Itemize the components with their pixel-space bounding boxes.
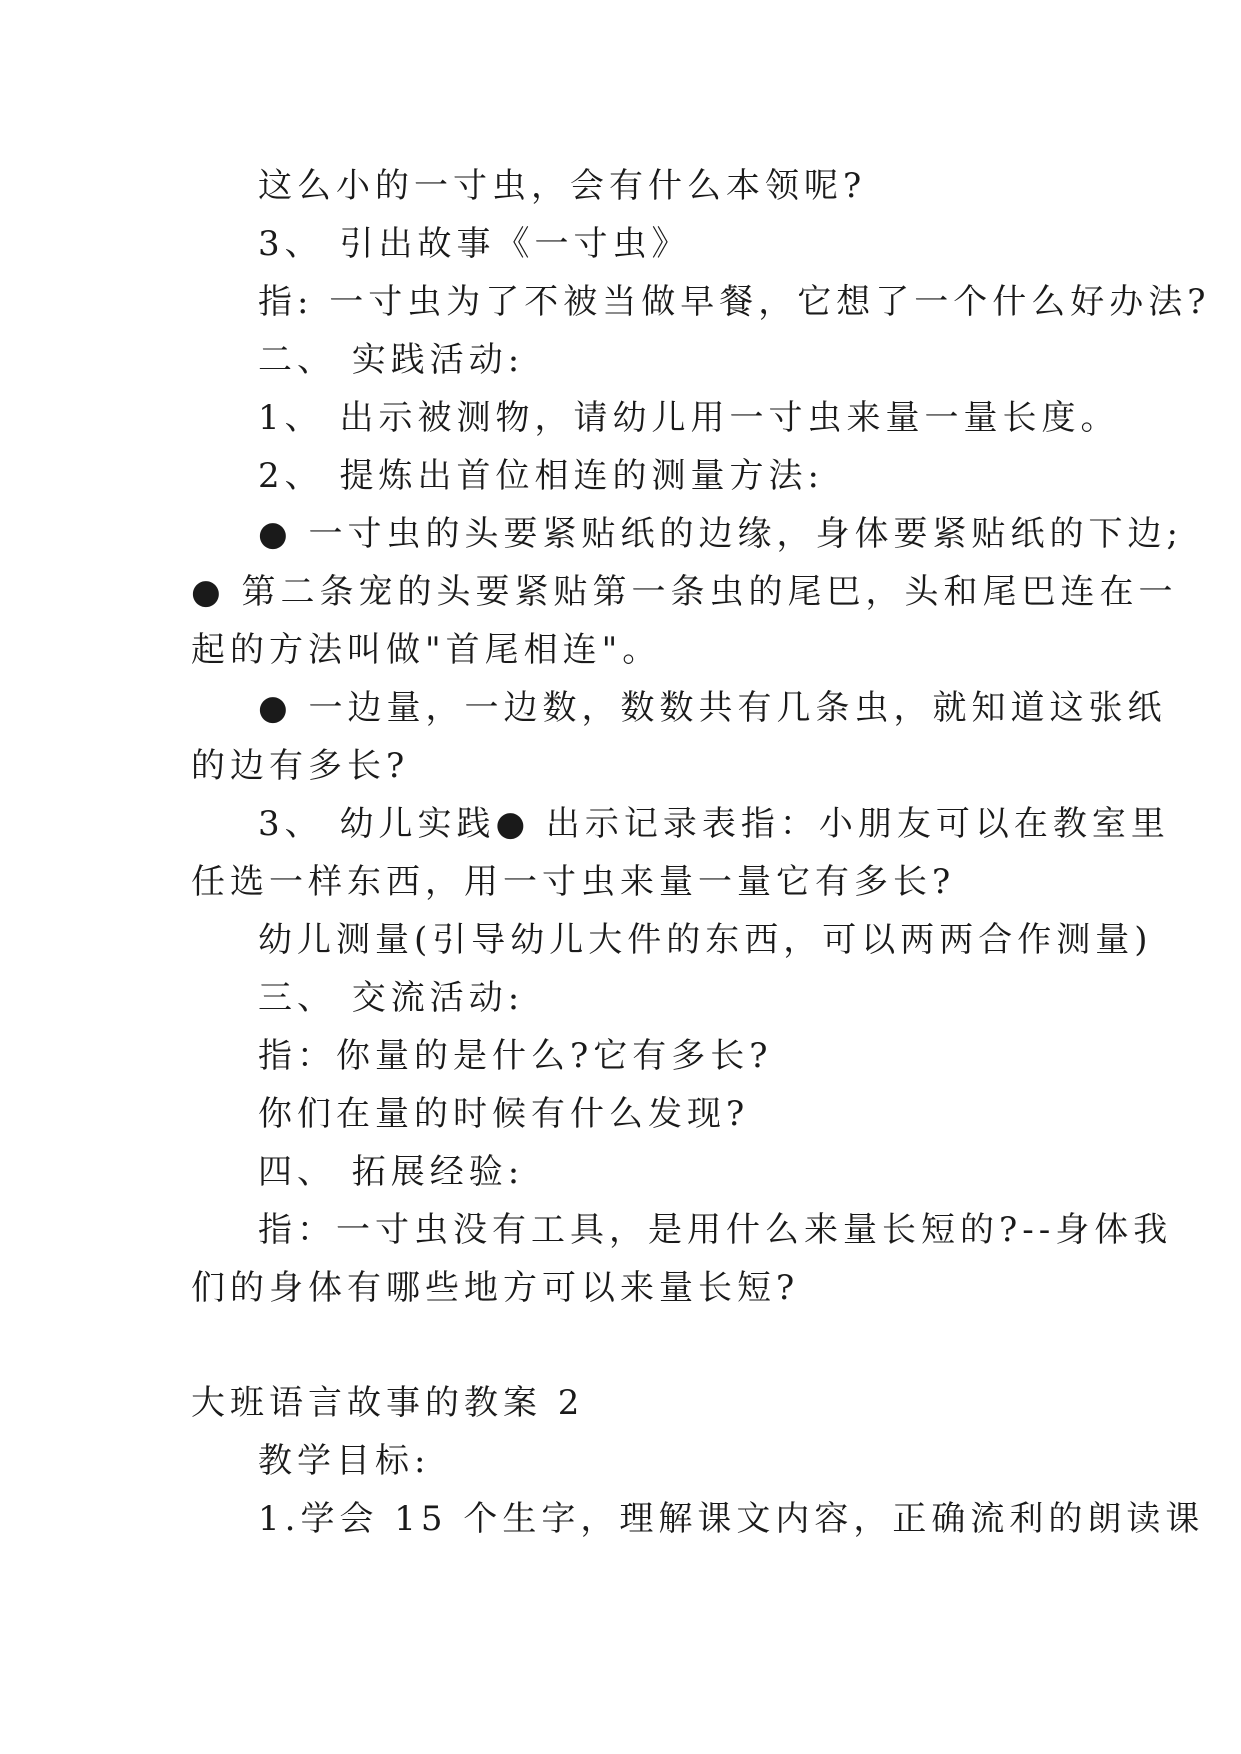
section-heading: 教学目标: <box>258 1441 431 1481</box>
text-line: 这么小的一寸虫，会有什么本领呢? <box>258 166 867 206</box>
text-line: 指: 一寸虫为了不被当做早餐，它想了一个什么好办法? <box>258 282 1211 322</box>
text-line: 3、 引出故事《一寸虫》 <box>258 224 691 264</box>
document-title: 大班语言故事的教案 2 <box>191 1383 585 1423</box>
text-line: 幼儿测量(引导幼儿大件的东西，可以两两合作测量) <box>258 920 1153 960</box>
text-line: 任选一样东西，用一寸虫来量一量它有多长? <box>191 862 956 902</box>
text-line: 起的方法叫做"首尾相连"。 <box>191 630 662 670</box>
bullet-line: ● 一边量，一边数，数数共有几条虫，就知道这张纸 <box>258 688 1167 728</box>
text-line: 的边有多长? <box>191 746 410 786</box>
section-heading: 二、 实践活动: <box>258 340 525 380</box>
text-line: 1.学会 15 个生字，理解课文内容，正确流利的朗读课 <box>258 1499 1205 1539</box>
text-line: 1、 出示被测物，请幼儿用一寸虫来量一量长度。 <box>258 398 1120 438</box>
text-line: 2、 提炼出首位相连的测量方法: <box>258 456 824 496</box>
text-line: 你们在量的时候有什么发现? <box>258 1094 750 1134</box>
bullet-line: ● 第二条宠的头要紧贴第一条虫的尾巴，头和尾巴连在一 <box>191 572 1178 612</box>
text-line: 指：你量的是什么?它有多长? <box>258 1036 773 1076</box>
text-line: 3、 幼儿实践● 出示记录表指：小朋友可以在教室里 <box>258 804 1170 844</box>
section-heading: 三、 交流活动: <box>258 978 525 1018</box>
text-line: 指：一寸虫没有工具，是用什么来量长短的?--身体我 <box>258 1210 1173 1250</box>
section-heading: 四、 拓展经验: <box>258 1152 525 1192</box>
bullet-line: ● 一寸虫的头要紧贴纸的边缘，身体要紧贴纸的下边; <box>258 514 1183 554</box>
text-line: 们的身体有哪些地方可以来量长短? <box>191 1268 800 1308</box>
